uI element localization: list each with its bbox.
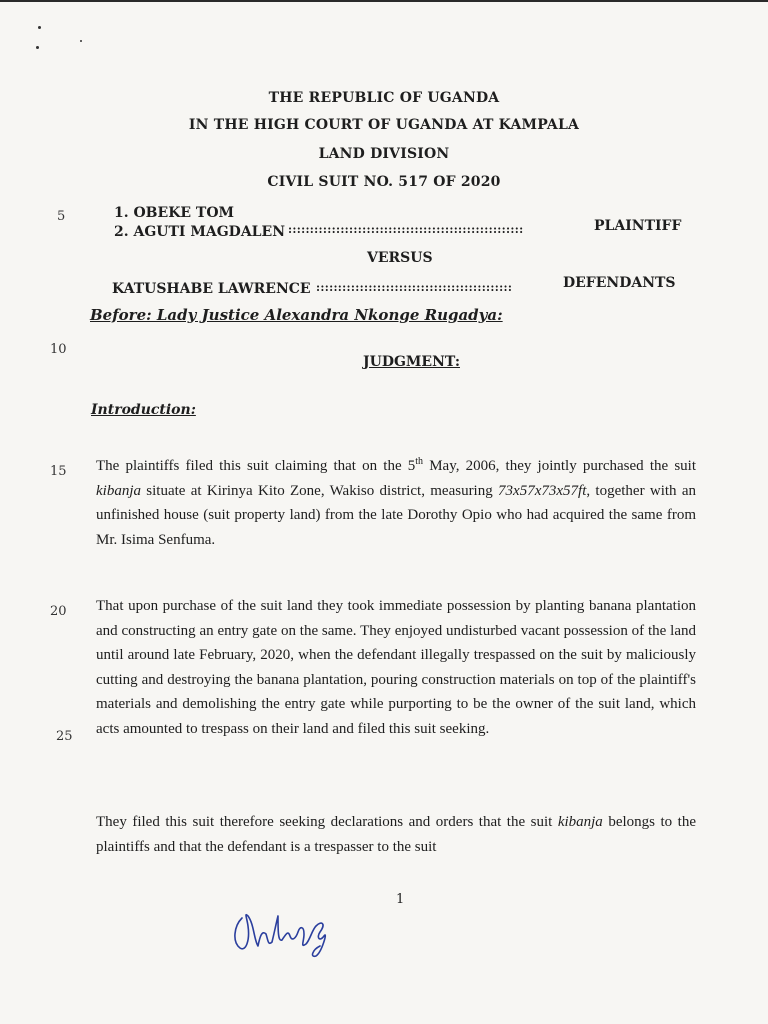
p1-text: situate at Kirinya Kito Zone, Wakiso district, measuring	[141, 482, 499, 499]
heading-republic: THE REPUBLIC OF UGANDA	[268, 90, 500, 106]
signature-icon	[228, 896, 338, 960]
p1-superscript: th	[415, 456, 424, 467]
page-number: 1	[396, 892, 405, 907]
plaintiff-1: 1. OBEKE TOM	[114, 205, 235, 221]
line-number: 20	[50, 604, 67, 619]
p1-measurement: 73x57x73x57ft	[498, 482, 587, 499]
defendant-label: DEFENDANTS	[563, 275, 676, 291]
p1-kibanja-term: kibanja	[96, 482, 141, 499]
coram-line: Before: Lady Justice Alexandra Nkonge Rugadya:	[90, 306, 503, 324]
scan-speck	[36, 46, 39, 49]
defendant-leader-dots: :::::::::::::::::::::::::::::::::::::::::::::	[316, 281, 513, 294]
judgment-heading: JUDGMENT:	[363, 354, 460, 370]
plaintiff-2: 2. AGUTI MAGDALEN	[114, 224, 285, 240]
introduction-heading: Introduction:	[91, 402, 196, 418]
p1-text: The plaintiffs filed this suit claiming that on the 5	[96, 458, 416, 474]
versus-label: VERSUS	[367, 250, 433, 266]
p3-text: They filed this suit therefore seeking declarations and orders that the suit	[96, 814, 558, 830]
page-top-edge	[0, 0, 768, 2]
line-number: 10	[50, 342, 67, 357]
heading-case-number: CIVIL SUIT NO. 517 OF 2020	[267, 174, 501, 190]
paragraph-2: That upon purchase of the suit land they took immediate possession by planting banana plantation and constructing an entry gate on the same. They enjoyed undisturbed vacant possession of the land until around late February, 2020, when the defendant illegally trespassed on the suit by maliciously cutting and destroying the banana plantation, pouring construction materials on top of the plaintiff's materials and demolishing the entry gate while purporting to be the owner of the suit land, which acts amounted to trespass on their land and filed this suit seeking.	[96, 598, 696, 737]
line-number: 15	[50, 464, 67, 479]
plaintiff-label: PLAINTIFF	[594, 218, 682, 234]
paragraph-3	[96, 810, 696, 859]
p1-text: , together with an unfinished house (suit property land) from the late Dorothy Opio who had acquired the same from Mr. Isima Senfuma.	[96, 482, 696, 548]
scan-speck	[38, 26, 41, 29]
defendant-name: KATUSHABE LAWRENCE	[112, 281, 311, 297]
heading-court: IN THE HIGH COURT OF UGANDA AT KAMPALA	[188, 117, 580, 133]
p1-text: May, 2006, they jointly purchased the suit	[423, 458, 696, 474]
scan-speck	[80, 40, 82, 42]
line-number: 25	[56, 729, 73, 744]
p3-text: belongs to the plaintiffs and that the defendant is a trespasser to the suit	[96, 814, 696, 855]
paragraph-1	[96, 454, 696, 552]
line-number: 5	[57, 209, 66, 224]
plaintiff-leader-dots: ::::::::::::::::::::::::::::::::::::::::::::::::::::::	[288, 223, 524, 236]
heading-division: LAND DIVISION	[318, 146, 450, 162]
p3-kibanja-term: kibanja	[557, 814, 603, 830]
